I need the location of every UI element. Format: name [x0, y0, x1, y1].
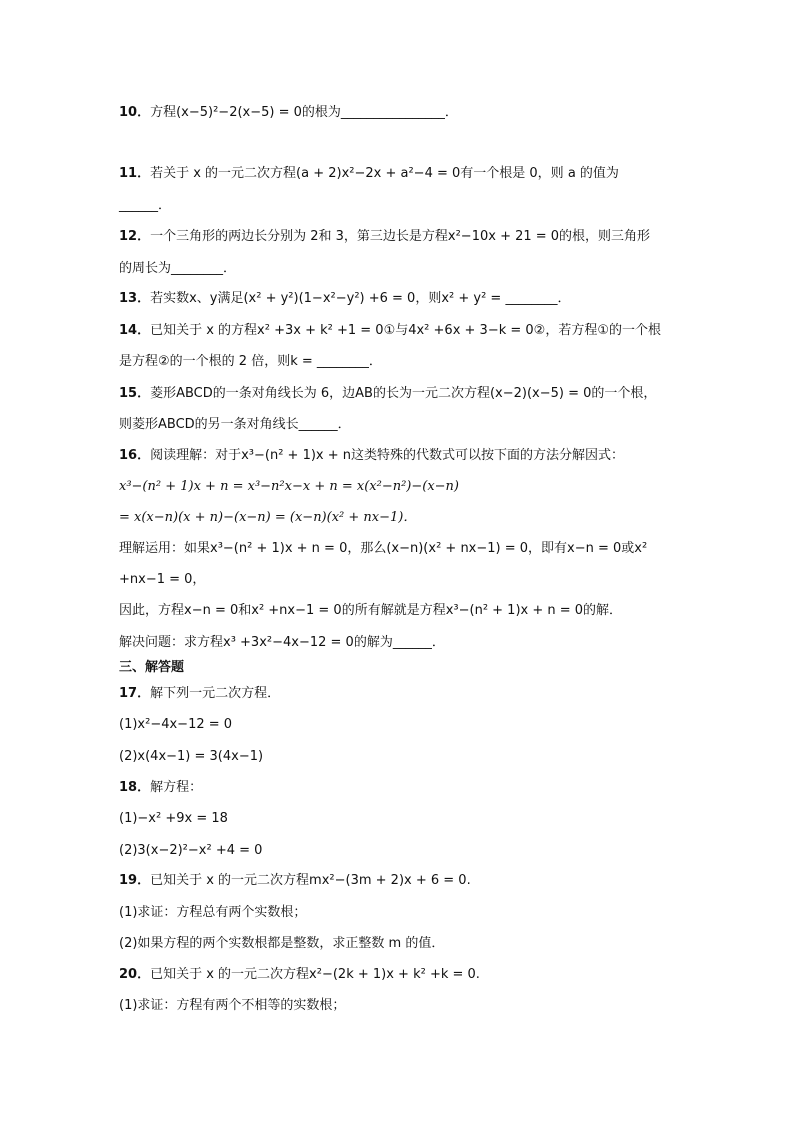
question-15: 15．菱形ABCD的一条对角线长为 6，边AB的长为一元二次方程(x−2)(x−5) = 0的一个根，: [119, 386, 657, 401]
question-12: 12．一个三角形的两边长分别为 2和 3，第三边长是方程x²−10x + 21 = 0的根，则三角形: [119, 229, 651, 244]
question-20: 20．已知关于 x 的一元二次方程x²−(2k + 1)x + k² +k = 0.: [119, 967, 480, 982]
question-18-part-1: (1)−x² +9x = 18: [119, 811, 228, 826]
question-14-cont: 是方程②的一个根的 2 倍，则k = ________．: [119, 354, 382, 369]
question-18-part-2: (2)3(x−2)²−x² +4 = 0: [119, 843, 263, 858]
question-17: 17．解下列一元二次方程．: [119, 686, 281, 701]
question-16-application-cont: +nx−1 = 0，: [119, 572, 206, 587]
question-16-conclusion: 因此，方程x−n = 0和x² +nx−1 = 0的所有解就是方程x³−(n² + 1)x + n = 0的解．: [119, 603, 623, 618]
question-15-cont: 则菱形ABCD的另一条对角线长______．: [119, 417, 351, 432]
question-20-part-1: (1)求证：方程有两个不相等的实数根；: [119, 998, 346, 1013]
section-heading-solutions: 三、解答题: [119, 660, 185, 675]
question-11-cont: ______．: [119, 198, 172, 213]
question-16-derivation-1: x³−(n² + 1)x + n = x³−n²x−x + n = x(x²−n²)−(x−n): [119, 479, 459, 494]
question-18: 18．解方程：: [119, 780, 203, 795]
question-17-part-1: (1)x²−4x−12 = 0: [119, 717, 233, 732]
question-11: 11．若关于 x 的一元二次方程(a + 2)x²−2x + a²−4 = 0有一个根是 0，则 a 的值为: [119, 166, 619, 181]
question-19: 19．已知关于 x 的一元二次方程mx²−(3m + 2)x + 6 = 0.: [119, 873, 471, 888]
question-10: 10．方程(x−5)²−2(x−5) = 0的根为________________．: [119, 105, 458, 120]
question-19-part-1: (1)求证：方程总有两个实数根；: [119, 905, 307, 920]
question-16: 16．阅读理解：对于x³−(n² + 1)x + n这类特殊的代数式可以按下面的方法分解因式：: [119, 448, 625, 463]
question-19-part-2: (2)如果方程的两个实数根都是整数，求正整数 m 的值．: [119, 936, 445, 951]
question-16-application: 理解运用：如果x³−(n² + 1)x + n = 0，那么(x−n)(x² + nx−1) = 0，即有x−n = 0或x²: [119, 541, 648, 556]
question-12-cont: 的周长为________．: [119, 261, 237, 276]
question-16-derivation-2: = x(x−n)(x + n)−(x−n) = (x−n)(x² + nx−1)．: [119, 510, 417, 525]
question-14: 14．已知关于 x 的方程x² +3x + k² +1 = 0①与4x² +6x + 3−k = 0②，若方程①的一个根: [119, 323, 661, 338]
question-13: 13．若实数x、y满足(x² + y²)(1−x²−y²) +6 = 0，则x² + y² = ________．: [119, 291, 571, 306]
question-16-problem: 解决问题：求方程x³ +3x²−4x−12 = 0的解为______．: [119, 635, 445, 650]
question-17-part-2: (2)x(4x−1) = 3(4x−1): [119, 749, 264, 764]
